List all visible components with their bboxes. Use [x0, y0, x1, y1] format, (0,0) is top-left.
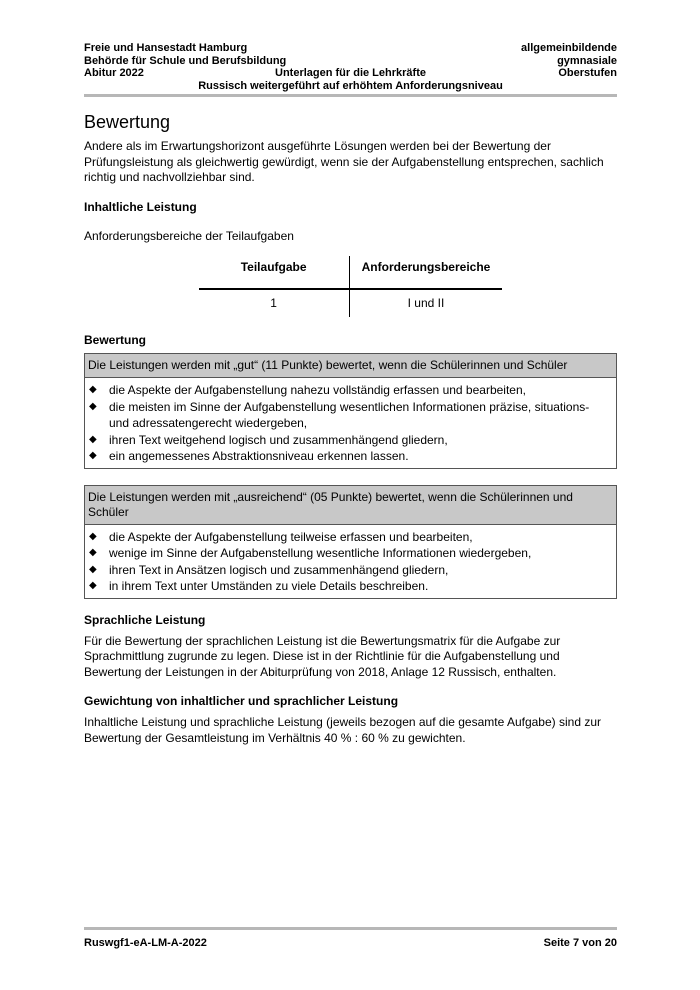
grade-box-gut [84, 353, 617, 469]
header-school-type-3: Oberstufen [558, 67, 617, 79]
list-item: ◆ ein angemessenes Abstraktionsniveau erkennen lassen. [89, 449, 409, 463]
gewichtung-paragraph: Inhaltliche Leistung und sprachliche Leistung (jeweils bezogen auf die gesamte Aufgabe) sind zur Bewertung der Gesamtleistung im Verhältnis 40 % : 60 % zu gewichten. [84, 715, 601, 745]
grade-box-ausreichend-header: Die Leistungen werden mit „ausreichend“ (05 Punkte) bewertet, wenn die Schülerinnen und Schüler [85, 486, 616, 525]
bullet-icon: ◆ [89, 563, 97, 575]
list-item: ◆ in ihrem Text unter Umständen zu viele Details beschreiben. [89, 579, 429, 593]
bullet-icon: ◆ [89, 400, 97, 412]
table-cell-anforderungsbereiche: I und II [407, 295, 445, 310]
header-school-type-1: allgemeinbildende [521, 42, 617, 54]
table-cell-teilaufgabe: 1 [199, 289, 350, 318]
header-exam-year: Abitur 2022 [84, 67, 144, 79]
column-header-teilaufgabe: Teilaufgabe [199, 256, 350, 289]
list-item: ◆ die meisten im Sinne der Aufgabenstellung wesentlichen Informationen präzise, situations- und adressatengerecht wiedergeben, [89, 399, 590, 430]
list-item: ◆ ihren Text in Ansätzen logisch und zusammenhängend gliedern, [89, 562, 449, 577]
page-content [84, 108, 617, 746]
page-number: Seite 7 von 20 [543, 937, 617, 949]
bullet-icon: ◆ [89, 530, 97, 542]
table-row [199, 289, 503, 318]
section-heading-inhaltlich: Inhaltliche Leistung [84, 199, 197, 214]
header-subject: Russisch weitergeführt auf erhöhtem Anforderungsniveau [198, 79, 503, 92]
header-school-type-2: gymnasiale [557, 54, 617, 67]
list-item: ◆ die Aspekte der Aufgabenstellung teilweise erfassen und bearbeiten, [89, 529, 473, 544]
section-heading-sprachlich: Sprachliche Leistung [84, 612, 206, 627]
list-item: ◆ die Aspekte der Aufgabenstellung nahezu vollständig erfassen und bearbeiten, [89, 383, 526, 397]
table-header-row [199, 256, 503, 289]
header-institution: Freie und Hansestadt Hamburg [84, 42, 248, 54]
list-item: ◆ wenige im Sinne der Aufgabenstellung wesentliche Informationen wiedergeben, [89, 546, 532, 560]
grade-box-gut-list [85, 378, 616, 468]
requirements-table [199, 256, 503, 317]
bullet-icon: ◆ [89, 433, 97, 445]
section-heading-gewichtung: Gewichtung von inhaltlicher und sprachlicher Leistung [84, 694, 399, 708]
footer-divider [84, 927, 617, 930]
header-authority: Behörde für Schule und Berufsbildung [84, 54, 287, 67]
bullet-icon: ◆ [89, 384, 97, 395]
page-footer [84, 937, 617, 949]
bullet-icon: ◆ [89, 547, 97, 558]
bullet-icon: ◆ [89, 450, 97, 461]
list-item: ◆ ihren Text weitgehend logisch und zusammenhängend gliedern, [89, 432, 448, 447]
column-header-anforderungsbereiche: Anforderungsbereiche [349, 256, 502, 289]
bullet-icon: ◆ [89, 580, 97, 591]
grade-box-ausreichend [84, 485, 617, 599]
grade-box-gut-header: Die Leistungen werden mit „gut“ (11 Punkte) bewertet, wenn die Schülerinnen und Schüler [85, 354, 616, 378]
grade-box-ausreichend-list [85, 525, 616, 598]
page-title: Bewertung [84, 112, 171, 132]
header-divider [84, 94, 617, 97]
sprachlich-paragraph: Für die Bewertung der sprachlichen Leistung ist die Bewertungsmatrix für die Aufgabe zur Sprachmittlung zugrunde zu legen. Diese ist in der Richtlinie für die Aufgabenstellung und Bewertung der Leistungen in der Abiturprüfung von 2018, Anlage 12 Russisch, enthalten. [84, 633, 561, 679]
document-code: Ruswgf1-eA-LM-A-2022 [84, 937, 207, 949]
table-caption: Anforderungsbereiche der Teilaufgaben [84, 228, 294, 243]
page-header [84, 42, 617, 92]
section-heading-bewertung: Bewertung [84, 333, 147, 347]
intro-paragraph: Andere als im Erwartungshorizont ausgeführte Lösungen werden bei der Bewertung der Prüfungsleistung als gleichwertig gewürdigt, wenn sie der Aufgabenstellung entsprechen, sachlich richtig und nachvollziehbar sind. [84, 139, 604, 184]
header-document-type: Unterlagen für die Lehrkräfte [275, 67, 426, 79]
